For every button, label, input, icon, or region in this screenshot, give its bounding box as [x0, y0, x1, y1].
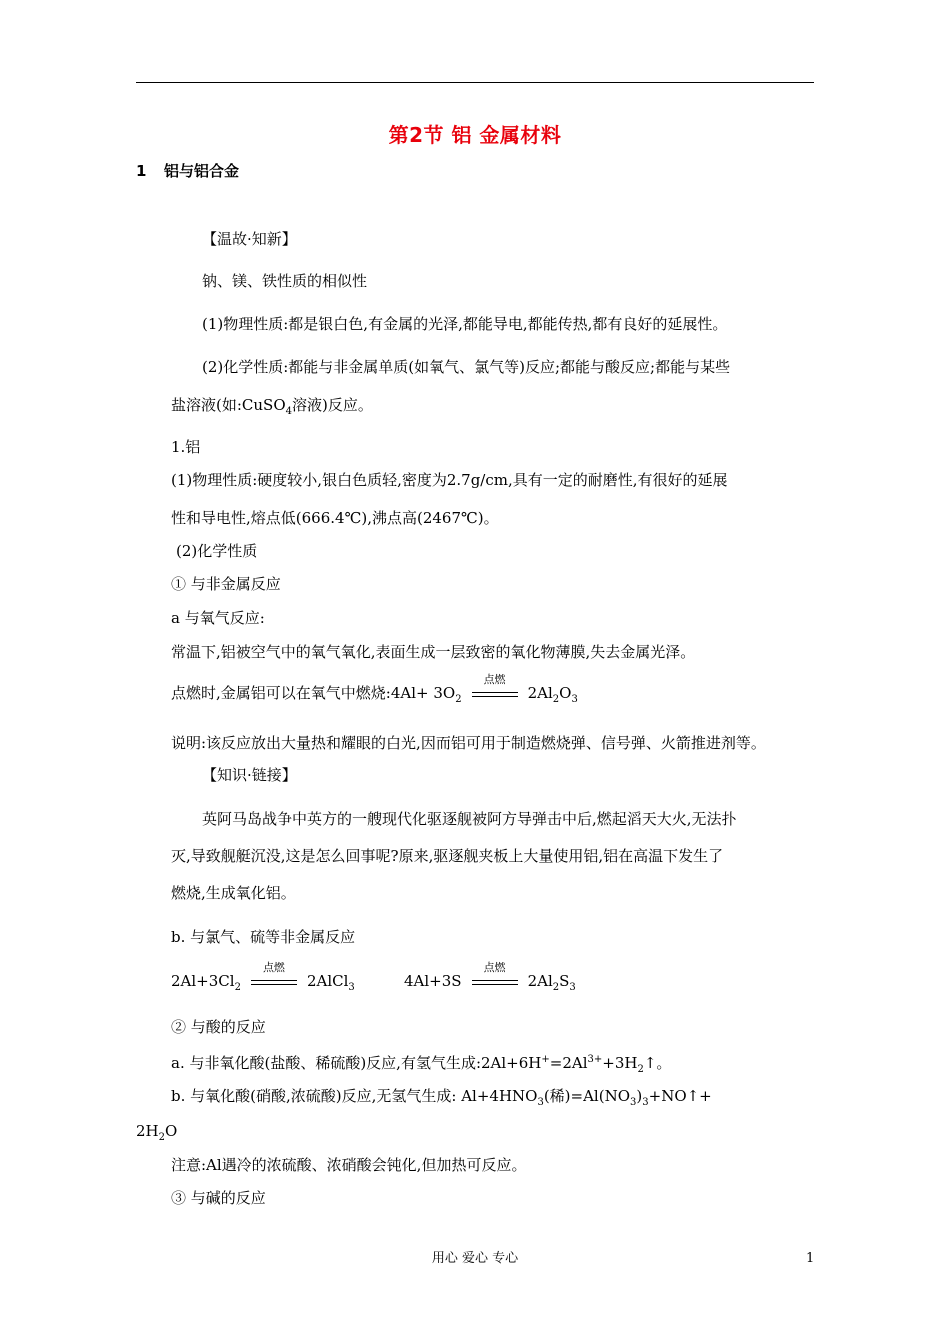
acid-oxidizing-continued: $2H_2O$	[136, 1122, 178, 1143]
explanation-text: 说明:该反应放出大量热和耀眼的白光,因而铝可用于制造燃烧弹、信号弹、火箭推进剂等。	[171, 734, 766, 752]
review-chemical-line2: 盐溶液(如:CuSO$_4$溶液)反应。	[171, 396, 373, 417]
aluminum-heading: 1.铝	[171, 438, 201, 456]
reaction-arrow: 点燃	[470, 974, 520, 990]
review-physical: (1)物理性质:都是银白色,有金属的光泽,都能导电,都能传热,都有良好的延展性。	[202, 315, 728, 333]
review-tag: 【温故·知新】	[202, 230, 297, 248]
nonmetal-heading: ① 与非金属反应	[171, 575, 281, 593]
chemical-heading: (2)化学性质	[176, 542, 258, 560]
ignition-equation: 点燃时,金属铝可以在氧气中燃烧:4Al+ $3O_2$ 点燃 $2Al_2O_3$	[171, 673, 578, 705]
link-paragraph-line3: 燃烧,生成氧化铝。	[171, 884, 296, 902]
section-label: 铝与铝合金	[164, 162, 240, 180]
section-heading	[136, 164, 239, 179]
acid-oxidizing: b. 与氧化酸(硝酸,浓硫酸)反应,无氢气生成: $Al+4HNO_3$(稀)$=Al(NO_3)_3+NO↑+$	[171, 1087, 712, 1108]
link-paragraph-line2: 灭,导致舰艇沉没,这是怎么回事呢?原来,驱逐舰夹板上大量使用铝,铝在高温下发生了	[171, 847, 724, 865]
chlorine-equation: $2Al+3Cl_2$ 点燃 2AlCl$_3$	[171, 961, 355, 993]
review-intro: 钠、镁、铁性质的相似性	[202, 272, 368, 290]
aluminum-physical-line2: 性和导电性,熔点低(666.4℃),沸点高(2467℃)。	[171, 509, 499, 527]
acid-nonoxidizing: a. 与非氧化酸(盐酸、稀硫酸)反应,有氢气生成$:2Al+6H^+=2Al^{3+}+3H_2↑$。	[171, 1054, 672, 1075]
page-title: 第2节 铝 金属材料	[388, 123, 562, 147]
footer-text: 用心 爱心 专心	[431, 1251, 519, 1266]
page-number: 1	[806, 1251, 815, 1266]
passivation-note: 注意:Al遇冷的浓硫酸、浓硝酸会钝化,但加热可反应。	[171, 1156, 527, 1174]
oxygen-heading: a 与氧气反应:	[171, 609, 265, 627]
link-tag: 【知识·链接】	[202, 766, 297, 784]
review-chemical-line1: (2)化学性质:都能与非金属单质(如氧气、氯气等)反应;都能与酸反应;都能与某些	[202, 358, 731, 376]
link-paragraph-line1: 英阿马岛战争中英方的一艘现代化驱逐舰被阿方导弹击中后,燃起滔天大火,无法扑	[202, 810, 737, 828]
reaction-arrow: 点燃	[249, 974, 299, 990]
sulfur-equation: 4Al+3S 点燃 $2Al_2S_3$	[404, 961, 576, 993]
chlorine-heading: b. 与氯气、硫等非金属反应	[171, 928, 356, 946]
room-temperature-text: 常温下,铝被空气中的氧气氧化,表面生成一层致密的氧化物薄膜,失去金属光泽。	[171, 643, 696, 661]
base-heading: ③ 与碱的反应	[171, 1189, 266, 1207]
reaction-arrow: 点燃	[470, 686, 520, 702]
section-number: 1	[136, 162, 147, 180]
acid-heading: ② 与酸的反应	[171, 1018, 266, 1036]
aluminum-physical-line1: (1)物理性质:硬度较小,银白色质轻,密度为2.7g/cm,具有一定的耐磨性,有很好的延展	[171, 471, 728, 489]
header-rule	[136, 82, 814, 83]
